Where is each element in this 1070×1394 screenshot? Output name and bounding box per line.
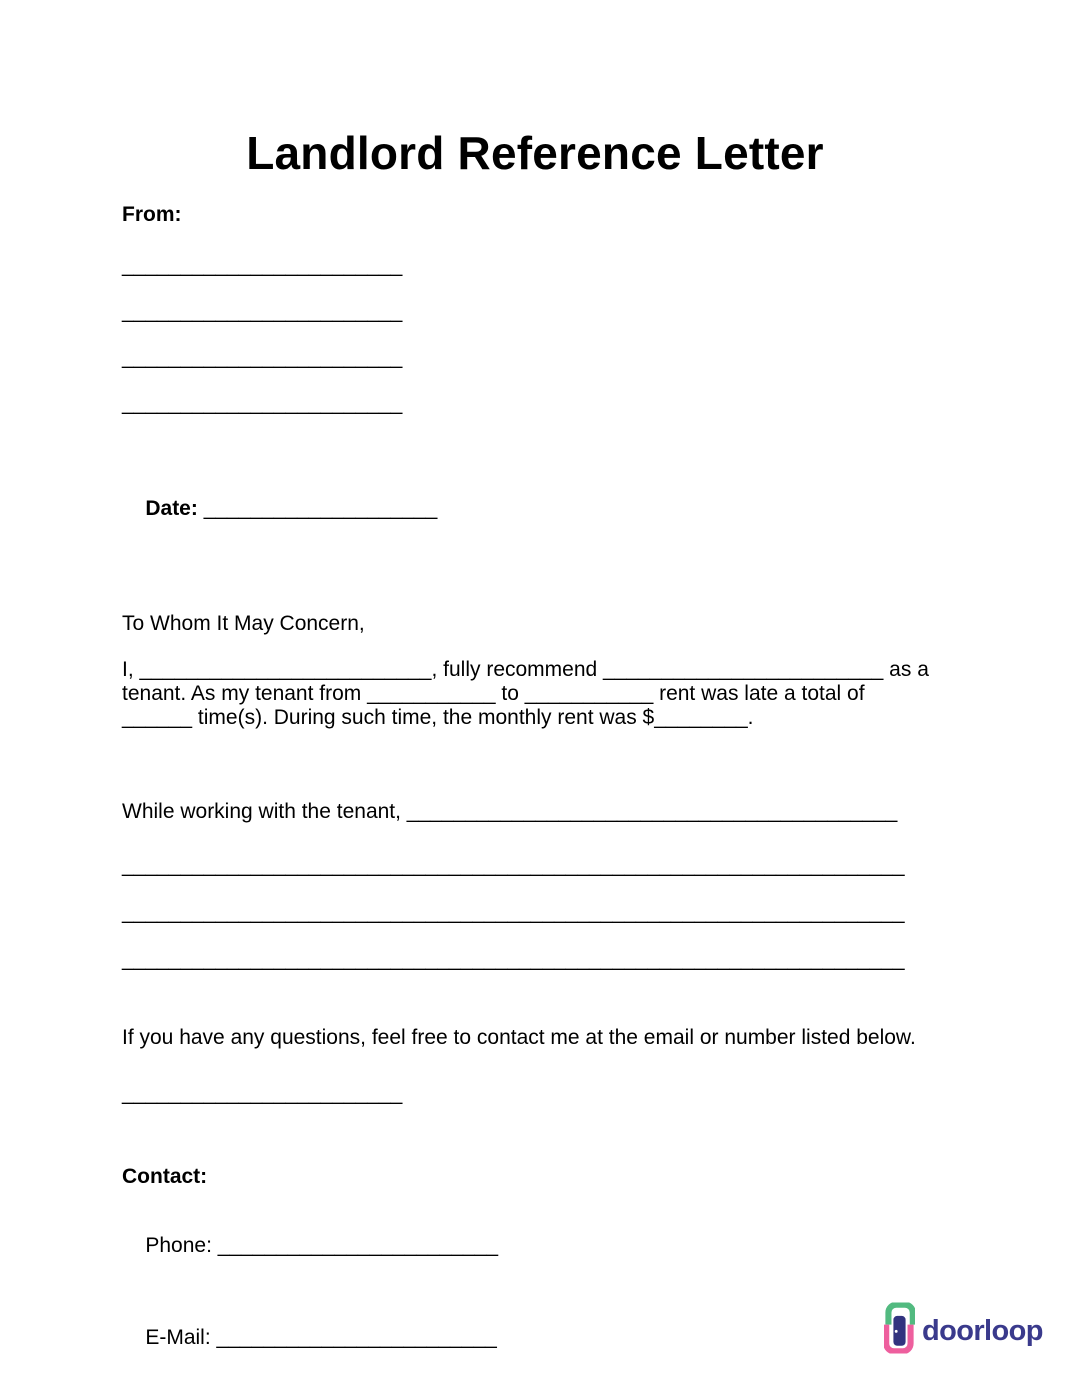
intro-paragraph <box>122 658 948 730</box>
doorloop-logo <box>884 1301 1043 1361</box>
from-address-blank-3: ________________________ <box>122 346 403 369</box>
salutation: To Whom It May Concern, <box>122 612 365 635</box>
tenant-comments-blank-3: ___________________________________________________________________ <box>122 948 905 971</box>
intro-paragraph-line-2: tenant. As my tenant from ___________ to ___________ rent was late a total of <box>122 682 865 705</box>
from-label: From: <box>122 203 182 226</box>
phone-label: Phone: <box>145 1234 212 1257</box>
tenant-comments-lead-line: While working with the tenant, __________________________________________ <box>122 800 898 823</box>
doorloop-wordmark: doorloop <box>922 1315 1043 1347</box>
tenant-comments-blank-2: ___________________________________________________________________ <box>122 901 905 924</box>
tenant-comments-blank-1: ___________________________________________________________________ <box>122 854 905 877</box>
signature-blank: ________________________ <box>122 1082 403 1105</box>
closing-line: If you have any questions, feel free to contact me at the email or number listed below. <box>122 1026 916 1049</box>
phone-row <box>122 1210 948 1282</box>
date-label: Date: <box>145 497 198 520</box>
date-row <box>122 473 948 545</box>
phone-blank: ________________________ <box>211 1234 499 1257</box>
from-address-blank-1: ________________________ <box>122 254 403 277</box>
contact-heading: Contact: <box>122 1165 208 1188</box>
intro-paragraph-line-1: I, _________________________, fully recommend ________________________ as a <box>122 658 929 681</box>
intro-paragraph-line-3: ______ time(s). During such time, the monthly rent was $________. <box>122 706 754 729</box>
from-address-blank-4: ________________________ <box>122 392 403 415</box>
email-label: E-Mail: <box>145 1326 211 1349</box>
doorloop-door-icon <box>884 1302 915 1360</box>
date-blank: ____________________ <box>197 497 438 520</box>
email-blank: ________________________ <box>210 1326 497 1349</box>
email-row <box>122 1302 948 1374</box>
from-address-blank-2: ________________________ <box>122 300 403 323</box>
page-title: Landlord Reference Letter <box>246 127 824 179</box>
